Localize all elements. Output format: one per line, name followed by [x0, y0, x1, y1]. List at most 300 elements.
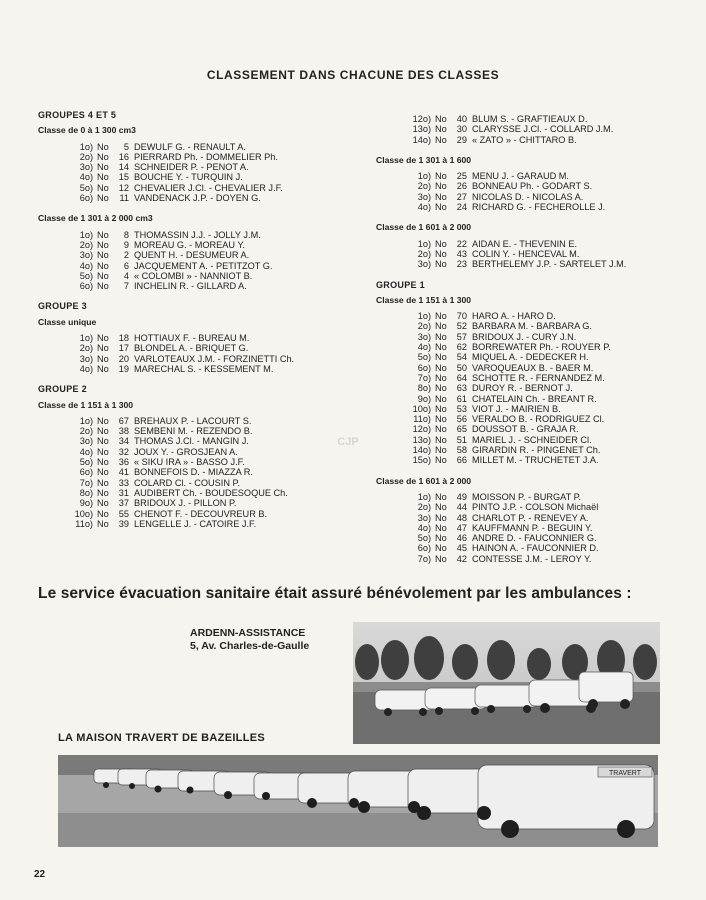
result-car-number: 9 [123, 239, 129, 250]
result-rank: 1o) [79, 415, 93, 426]
result-no-label: No [97, 415, 109, 426]
result-crew: LENGELLE J. - CATOIRE J.F. [134, 518, 257, 529]
result-crew: VERALDO B. - RODRIGUEZ Cl. [472, 414, 605, 425]
result-row [71, 498, 338, 508]
result-row [71, 416, 338, 426]
result-rank: 2o) [79, 239, 93, 250]
group-block [38, 384, 338, 529]
result-crew: MENU J. - GARAUD M. [472, 171, 569, 182]
result-no-label: No [97, 239, 109, 250]
result-row [409, 445, 676, 455]
result-car-number: 45 [456, 543, 467, 554]
result-no-label: No [435, 522, 447, 533]
result-no-label: No [435, 321, 447, 332]
result-row [71, 162, 338, 172]
result-crew: COLIN Y. - HENCEVAL M. [472, 248, 580, 259]
result-rank: 14o) [412, 445, 431, 456]
travert-sign: TRAVERT [608, 770, 642, 777]
result-rank: 3o) [417, 512, 431, 523]
result-row [409, 394, 676, 404]
result-row [409, 332, 676, 342]
result-crew: INCHELIN R. - GILLARD A. [134, 281, 247, 292]
result-crew: BREHAUX P. - LACOURT S. [134, 415, 252, 426]
result-crew: BLUM S. - GRAFTIEAUX D. [472, 114, 588, 124]
result-row [71, 230, 338, 240]
result-car-number: 18 [118, 333, 129, 344]
result-no-label: No [435, 171, 447, 182]
result-rank: 14o) [412, 134, 431, 145]
result-crew: SEMBENI M. - REZENDO B. [134, 426, 253, 437]
result-car-number: 37 [118, 498, 129, 509]
result-no-label: No [97, 467, 109, 478]
result-rank: 10o) [74, 508, 93, 519]
result-row [71, 281, 338, 291]
result-rank: 6o) [79, 467, 93, 478]
result-row [409, 342, 676, 352]
results-list [409, 171, 676, 212]
result-crew: CLARYSSE J.Cl. - COLLARD J.M. [472, 124, 614, 135]
result-row [71, 364, 338, 374]
result-car-number: 70 [456, 311, 467, 322]
result-rank: 1o) [79, 229, 93, 240]
result-no-label: No [435, 372, 447, 383]
result-crew: RICHARD G. - FECHEROLLE J. [472, 202, 606, 213]
result-rank: 4o) [79, 363, 93, 374]
result-car-number: 34 [118, 436, 129, 447]
result-no-label: No [97, 333, 109, 344]
result-rank: 2o) [417, 321, 431, 332]
result-crew: MOREAU G. - MOREAU Y. [134, 239, 245, 250]
result-crew: BRIDOUX J. - PILLON P. [134, 498, 237, 509]
result-crew: CHATELAIN Ch. - BREANT R. [472, 393, 597, 404]
result-crew: VIOT J. - MAIRIEN B. [472, 403, 561, 414]
result-no-label: No [97, 141, 109, 152]
result-no-label: No [97, 363, 109, 374]
result-row [71, 354, 338, 364]
result-row [409, 171, 676, 181]
result-crew: CHARLOT P. - RENEVEY A. [472, 512, 589, 523]
result-car-number: 15 [118, 172, 129, 183]
result-crew: JACQUEMENT A. - PETITZOT G. [134, 260, 273, 271]
result-no-label: No [97, 172, 109, 183]
class-heading: Classe de 1 151 à 1 300 [376, 294, 472, 305]
result-row [71, 509, 338, 519]
result-no-label: No [97, 446, 109, 457]
result-car-number: 62 [456, 342, 467, 353]
result-no-label: No [435, 543, 447, 554]
result-crew: ANDRE D. - FAUCONNIER G. [472, 533, 597, 544]
result-no-label: No [97, 457, 109, 468]
result-row [409, 502, 676, 512]
result-car-number: 42 [456, 553, 467, 564]
result-row [71, 447, 338, 457]
result-crew: AIDAN E. - THEVENIN E. [472, 238, 577, 249]
result-no-label: No [435, 248, 447, 259]
result-no-label: No [97, 260, 109, 271]
results-list [409, 492, 676, 564]
result-no-label: No [435, 553, 447, 564]
result-car-number: 38 [118, 426, 129, 437]
result-crew: BERTHELEMY J.P. - SARTELET J.M. [472, 259, 627, 270]
result-row [409, 311, 676, 321]
result-car-number: 57 [456, 331, 467, 342]
result-no-label: No [97, 518, 109, 529]
result-rank: 1o) [417, 171, 431, 182]
result-crew: CHEVALIER J.Cl. - CHEVALIER J.F. [134, 182, 283, 193]
ambulance-travert: LA MAISON TRAVERT DE BAZEILLES [58, 732, 265, 744]
result-car-number: 66 [456, 455, 467, 466]
result-no-label: No [435, 352, 447, 363]
result-rank: 3o) [417, 259, 431, 270]
result-row [409, 533, 676, 543]
result-row [409, 523, 676, 533]
result-car-number: 11 [119, 193, 129, 204]
result-crew: BRIDOUX J. - CURY J.N. [472, 331, 577, 342]
result-no-label: No [435, 114, 447, 124]
group-heading: GROUPES 4 ET 5 [38, 110, 117, 120]
result-car-number: 47 [456, 522, 467, 533]
result-rank: 6o) [79, 281, 93, 292]
result-crew: THOMASSIN J.J. - JOLLY J.M. [134, 229, 261, 240]
group-heading: GROUPE 1 [376, 279, 425, 290]
result-rank: 3o) [79, 162, 93, 173]
result-crew: MILLET M. - TRUCHETET J.A. [472, 455, 599, 466]
results-list [71, 230, 338, 292]
result-rank: 11o) [413, 414, 431, 425]
result-crew: « ZATO » - CHITTARO B. [472, 134, 577, 145]
result-row [409, 181, 676, 191]
result-row [409, 249, 676, 259]
result-no-label: No [435, 424, 447, 435]
result-no-label: No [97, 250, 109, 261]
result-car-number: 40 [456, 114, 467, 124]
result-rank: 4o) [79, 260, 93, 271]
result-no-label: No [97, 162, 109, 173]
result-rank: 5o) [79, 270, 93, 281]
results-list [409, 311, 676, 465]
result-crew: JOUX Y. - GROSJEAN A. [134, 446, 238, 457]
ambulance-banner: Le service évacuation sanitaire était assuré bénévolement par les ambulances : [38, 585, 632, 602]
result-no-label: No [97, 343, 109, 354]
result-crew: BORREWATER Ph. - ROUYER P. [472, 342, 611, 353]
result-rank: 2o) [417, 502, 431, 513]
result-row [71, 172, 338, 182]
group-heading: GROUPE 3 [38, 301, 87, 312]
result-row [71, 467, 338, 477]
result-car-number: 4 [123, 270, 129, 281]
result-car-number: 58 [456, 445, 467, 456]
result-no-label: No [435, 311, 447, 322]
result-rank: 5o) [417, 533, 431, 544]
result-row [71, 478, 338, 488]
result-row [71, 343, 338, 353]
result-crew: DUROY R. - BERNOT J. [472, 383, 573, 394]
result-row [71, 333, 338, 343]
result-car-number: 2 [123, 250, 129, 261]
result-car-number: 27 [456, 191, 467, 202]
result-no-label: No [97, 270, 109, 281]
result-car-number: 26 [456, 181, 467, 192]
result-crew: « SIKU IRA » - BASSO J.F. [134, 457, 245, 468]
result-car-number: 46 [456, 533, 467, 544]
result-no-label: No [435, 124, 447, 135]
result-crew: THOMAS J.Cl. - MANGIN J. [134, 436, 249, 447]
result-row [409, 492, 676, 502]
result-rank: 3o) [79, 353, 93, 364]
result-crew: BLONDEL A. - BRIQUET G. [134, 343, 249, 354]
result-rank: 4o) [79, 446, 93, 457]
result-rank: 6o) [79, 193, 93, 204]
result-crew: DEWULF G. - RENAULT A. [134, 141, 246, 152]
result-rank: 1o) [79, 141, 93, 152]
result-car-number: 7 [123, 281, 129, 292]
result-crew: BARBARA M. - BARBARA G. [472, 321, 592, 332]
result-row [71, 240, 338, 250]
result-rank: 12o) [412, 424, 431, 435]
result-rank: 8o) [79, 487, 93, 498]
result-rank: 9o) [417, 393, 431, 404]
result-no-label: No [97, 353, 109, 364]
page-number: 22 [34, 869, 46, 880]
result-rank: 7o) [79, 477, 93, 488]
result-rank: 5o) [79, 457, 93, 468]
result-car-number: 33 [118, 477, 129, 488]
result-rank: 4o) [79, 172, 93, 183]
result-crew: VARLOTEAUX J.M. - FORZINETTI Ch. [134, 353, 295, 364]
result-rank: 4o) [417, 522, 431, 533]
result-car-number: 5 [123, 141, 129, 152]
result-car-number: 50 [456, 362, 467, 373]
result-crew: « COLOMBI » - NANNIOT B. [134, 270, 253, 281]
result-no-label: No [435, 414, 447, 425]
result-row [409, 363, 676, 373]
result-car-number: 63 [456, 383, 467, 394]
result-row [409, 202, 676, 212]
group-block [38, 301, 338, 374]
class-heading: Classe unique [38, 316, 97, 327]
result-row [409, 259, 676, 269]
page-title: CLASSEMENT DANS CHACUNE DES CLASSES [206, 68, 500, 82]
result-rank: 3o) [417, 331, 431, 342]
group-block [376, 114, 676, 270]
result-crew: KAUFFMANN P. - BEGUIN Y. [472, 522, 593, 533]
result-car-number: 54 [456, 352, 467, 363]
result-row [71, 488, 338, 498]
results-list [409, 114, 676, 145]
result-row [409, 554, 676, 564]
result-car-number: 44 [456, 502, 467, 513]
result-car-number: 17 [118, 343, 129, 354]
result-rank: 12o) [412, 114, 431, 124]
result-no-label: No [435, 502, 447, 513]
result-rank: 2o) [417, 181, 431, 192]
result-row [71, 193, 338, 203]
result-rank: 2o) [79, 151, 93, 162]
result-no-label: No [97, 182, 109, 193]
result-row [409, 383, 676, 393]
result-row [71, 152, 338, 162]
group-block [376, 280, 676, 564]
class-heading: Classe de 1 601 à 2 000 [376, 222, 472, 233]
result-car-number: 20 [118, 353, 129, 364]
result-no-label: No [97, 426, 109, 437]
result-car-number: 61 [456, 393, 467, 404]
class-heading: Classe de 1 151 à 1 300 [38, 399, 134, 410]
result-rank: 5o) [417, 352, 431, 363]
result-row [409, 373, 676, 383]
result-row [409, 192, 676, 202]
result-row [409, 543, 676, 553]
result-row [71, 250, 338, 260]
result-no-label: No [97, 229, 109, 240]
result-car-number: 36 [118, 457, 129, 468]
result-no-label: No [435, 383, 447, 394]
result-crew: BOUCHE Y. - TURQUIN J. [134, 172, 243, 183]
result-no-label: No [97, 151, 109, 162]
result-car-number: 24 [456, 202, 467, 213]
result-car-number: 53 [456, 403, 467, 414]
result-car-number: 32 [118, 446, 129, 457]
results-list [71, 416, 338, 529]
result-no-label: No [97, 436, 109, 447]
result-car-number: 65 [456, 424, 467, 435]
result-car-number: 48 [456, 512, 467, 523]
result-row [71, 142, 338, 152]
ambulance-ardenn-address: 5, Av. Charles-de-Gaulle [190, 640, 310, 652]
result-car-number: 29 [456, 134, 467, 145]
result-no-label: No [435, 512, 447, 523]
result-car-number: 52 [456, 321, 467, 332]
result-rank: 3o) [79, 250, 93, 261]
result-row [409, 352, 676, 362]
result-car-number: 23 [456, 259, 467, 270]
result-car-number: 16 [118, 151, 129, 162]
result-crew: CONTESSE J.M. - LEROY Y. [472, 553, 592, 564]
result-crew: SCHOTTE R. - FERNANDEZ M. [472, 372, 605, 383]
result-row [409, 239, 676, 249]
result-row [71, 183, 338, 193]
result-crew: NICOLAS D. - NICOLAS A. [472, 191, 584, 202]
result-no-label: No [435, 455, 447, 466]
result-rank: 3o) [79, 436, 93, 447]
result-crew: AUDIBERT Ch. - BOUDESOQUE Ch. [134, 487, 288, 498]
result-row [71, 426, 338, 436]
result-row [409, 114, 676, 124]
result-rank: 6o) [417, 543, 431, 554]
result-car-number: 6 [123, 260, 129, 271]
result-rank: 5o) [79, 182, 93, 193]
result-crew: PIERRARD Ph. - DOMMELIER Ph. [134, 151, 278, 162]
results-column-right [376, 114, 676, 574]
result-no-label: No [435, 342, 447, 353]
result-rank: 13o) [412, 434, 431, 445]
result-crew: MOISSON P. - BURGAT P. [472, 491, 582, 502]
result-no-label: No [435, 393, 447, 404]
result-crew: MARECHAL S. - KESSEMENT M. [134, 363, 274, 374]
results-column-left [38, 110, 338, 539]
result-rank: 2o) [79, 426, 93, 437]
result-crew: SCHNEIDER P. - PENOT A. [134, 162, 249, 173]
results-list [409, 239, 676, 270]
result-no-label: No [97, 508, 109, 519]
class-heading: Classe de 1 301 à 1 600 [376, 154, 472, 165]
result-crew: HARO A. - HARO D. [472, 311, 556, 322]
result-no-label: No [435, 238, 447, 249]
result-rank: 11o) [75, 518, 93, 529]
result-car-number: 12 [118, 182, 129, 193]
result-car-number: 14 [118, 162, 129, 173]
result-row [409, 414, 676, 424]
result-rank: 7o) [417, 372, 431, 383]
ambulances-row-photo [58, 755, 658, 847]
result-car-number: 67 [118, 415, 129, 426]
result-crew: HOTTIAUX F. - BUREAU M. [134, 333, 250, 344]
result-crew: BONNEFOIS D. - MIAZZA R. [134, 467, 253, 478]
result-car-number: 55 [118, 508, 129, 519]
result-no-label: No [435, 445, 447, 456]
result-rank: 2o) [417, 248, 431, 259]
result-rank: 1o) [417, 238, 431, 249]
result-no-label: No [435, 403, 447, 414]
result-no-label: No [435, 181, 447, 192]
result-car-number: 41 [118, 467, 129, 478]
result-crew: VANDENACK J.P. - DOYEN G. [134, 193, 261, 204]
result-crew: DOUSSOT B. - GRAJA R. [472, 424, 579, 435]
result-car-number: 30 [456, 124, 467, 135]
result-no-label: No [97, 193, 109, 204]
result-rank: 4o) [417, 202, 431, 213]
result-crew: COLARD Cl. - COUSIN P. [134, 477, 241, 488]
result-rank: 13o) [412, 124, 431, 135]
result-no-label: No [97, 498, 109, 509]
result-row [71, 436, 338, 446]
ambulances-field-photo [353, 622, 660, 744]
class-heading: Classe de 0 à 1 300 cm3 [38, 125, 136, 136]
result-car-number: 64 [456, 372, 467, 383]
results-list [71, 142, 338, 204]
field-photo-drawing [353, 622, 660, 744]
result-row [409, 135, 676, 145]
result-row [409, 455, 676, 465]
ambulance-ardenn-name: ARDENN-ASSISTANCE [190, 627, 306, 639]
result-no-label: No [435, 134, 447, 145]
result-crew: GIRARDIN R. - PINGENET Ch. [472, 445, 601, 456]
result-row [409, 424, 676, 434]
result-car-number: 19 [118, 363, 129, 374]
result-crew: MARIEL J. - SCHNEIDER Cl. [472, 434, 592, 445]
result-rank: 1o) [417, 491, 431, 502]
result-crew: MIQUEL A. - DEDECKER H. [472, 352, 589, 363]
result-row [409, 321, 676, 331]
result-no-label: No [435, 259, 447, 270]
result-car-number: 56 [456, 414, 467, 425]
result-crew: BONNEAU Ph. - GODART S. [472, 181, 593, 192]
result-car-number: 25 [456, 171, 467, 182]
result-no-label: No [435, 434, 447, 445]
result-car-number: 43 [456, 248, 467, 259]
result-no-label: No [97, 281, 109, 292]
watermark-logo: CJP [337, 436, 359, 448]
result-rank: 1o) [79, 333, 93, 344]
result-crew: PINTO J.P. - COLSON Michaël [472, 502, 599, 513]
result-rank: 10o) [412, 403, 431, 414]
result-car-number: 31 [118, 487, 129, 498]
result-row [71, 271, 338, 281]
result-no-label: No [97, 487, 109, 498]
result-rank: 7o) [417, 553, 431, 564]
result-no-label: No [435, 533, 447, 544]
result-crew: CHENOT F. - DECOUVREUR B. [134, 508, 268, 519]
